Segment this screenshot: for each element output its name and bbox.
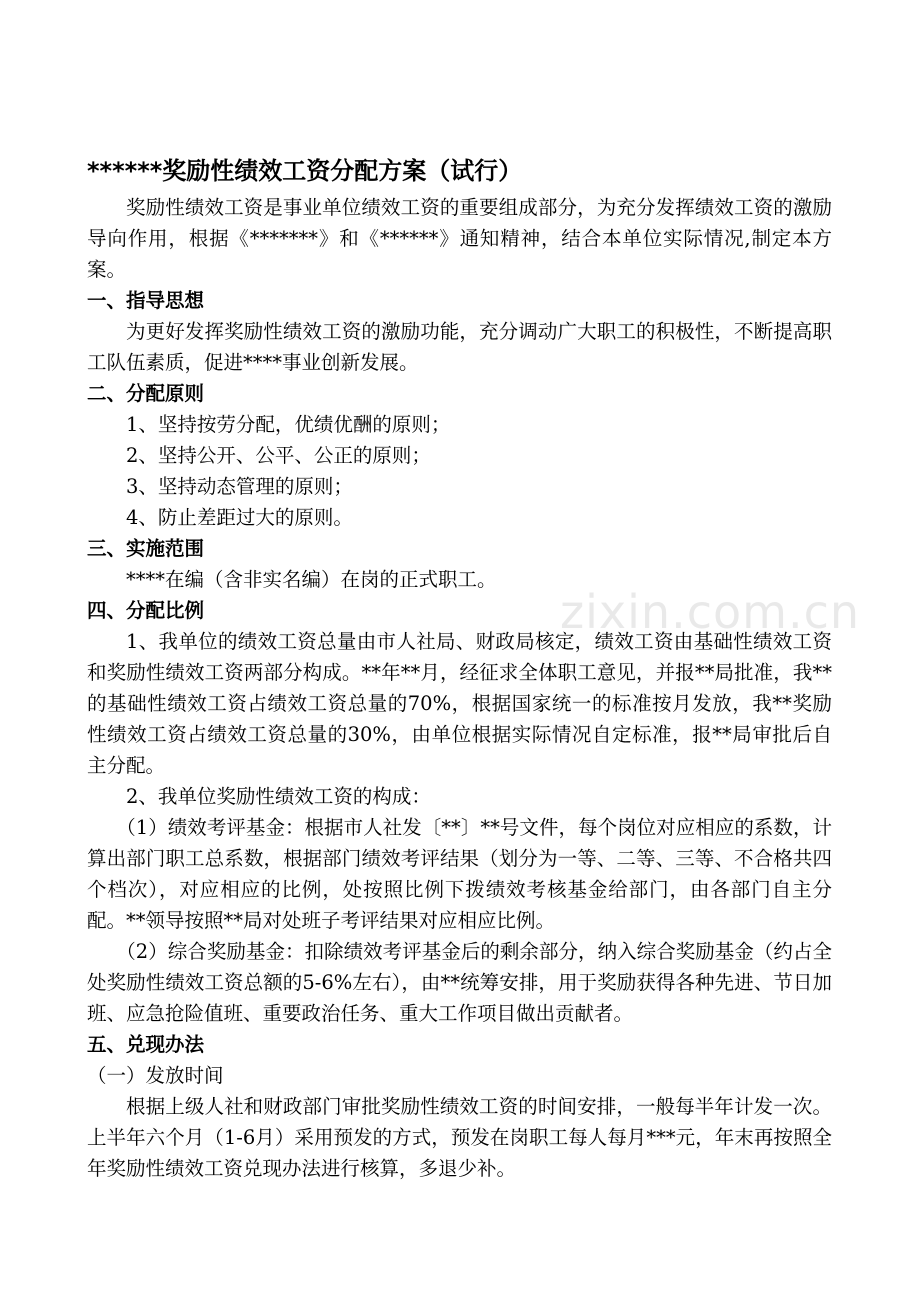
scope-paragraph: ****在编（含非实名编）在岗的正式职工。 [126, 568, 497, 591]
subheading-payment-time: （一）发放时间 [87, 1064, 224, 1087]
comprehensive-fund-paragraph: （2）综合奖励基金：扣除绩效考评基金后的剩余部分，纳入综合奖励基金（约占全处奖励性绩效工资总额的5-6%左右），由**统筹安排，用于奖励获得各种先进、节日加班、应急抢险值班、重要政治任务、重大工作项目做出贡献者。 [87, 940, 832, 1025]
section-heading-payment-method: 五、兑现办法 [87, 1033, 205, 1056]
document-title: ******奖励性绩效工资分配方案（试行） [87, 157, 523, 185]
principle-item: 1、坚持按劳分配，优绩优酬的原则； [126, 413, 451, 436]
watermark: zixin.com.cn [560, 585, 861, 639]
intro-paragraph: 奖励性绩效工资是事业单位绩效工资的重要组成部分，为充分发挥绩效工资的激励导向作用，根据《*******》和《******》通知精神，结合本单位实际情况,制定本方案。 [87, 196, 832, 281]
ratio-paragraph-1: 1、我单位的绩效工资总量由市人社局、财政局核定，绩效工资由基础性绩效工资和奖励性绩效工资两部分构成。**年**月，经征求全体职工意见，并报**局批准，我**的基础性绩效工资占绩效工资总量的70%，根据国家统一的标准按月发放，我**奖励性绩效工资占绩效工资总量的30%，由单位根据实际情况自定标准，报**局审批后自主分配。 [87, 630, 832, 777]
section-heading-guiding-ideology: 一、指导思想 [87, 289, 205, 312]
document-page [87, 150, 832, 1184]
guiding-ideology-paragraph: 为更好发挥奖励性绩效工资的激励功能，充分调动广大职工的积极性，不断提高职工队伍素质，促进****事业创新发展。 [87, 320, 832, 374]
principle-item: 4、防止差距过大的原则。 [126, 506, 353, 529]
principle-item: 3、坚持动态管理的原则； [126, 475, 353, 498]
performance-fund-paragraph: （1）绩效考评基金：根据市人社发〔**〕**号文件，每个岗位对应相应的系数，计算出部门职工总系数，根据部门绩效考评结果（划分为一等、二等、三等、不合格共四个档次），对应相应的比例，处按照比例下拨绩效考核基金给部门，由各部门自主分配。**领导按照**局对处班子考评结果对应相应比例。 [87, 816, 832, 932]
section-heading-distribution-ratio: 四、分配比例 [87, 599, 205, 622]
ratio-paragraph-2: 2、我单位奖励性绩效工资的构成： [126, 785, 431, 808]
section-heading-scope: 三、实施范围 [87, 537, 205, 560]
payment-time-paragraph: 根据上级人社和财政部门审批奖励性绩效工资的时间安排，一般每半年计发一次。上半年六个月（1-6月）采用预发的方式，预发在岗职工每人每月***元，年末再按照全年奖励性绩效工资兑现办法进行核算，多退少补。 [87, 1095, 832, 1180]
principle-item: 2、坚持公开、公平、公正的原则； [126, 444, 431, 467]
section-heading-distribution-principles: 二、分配原则 [87, 382, 205, 405]
